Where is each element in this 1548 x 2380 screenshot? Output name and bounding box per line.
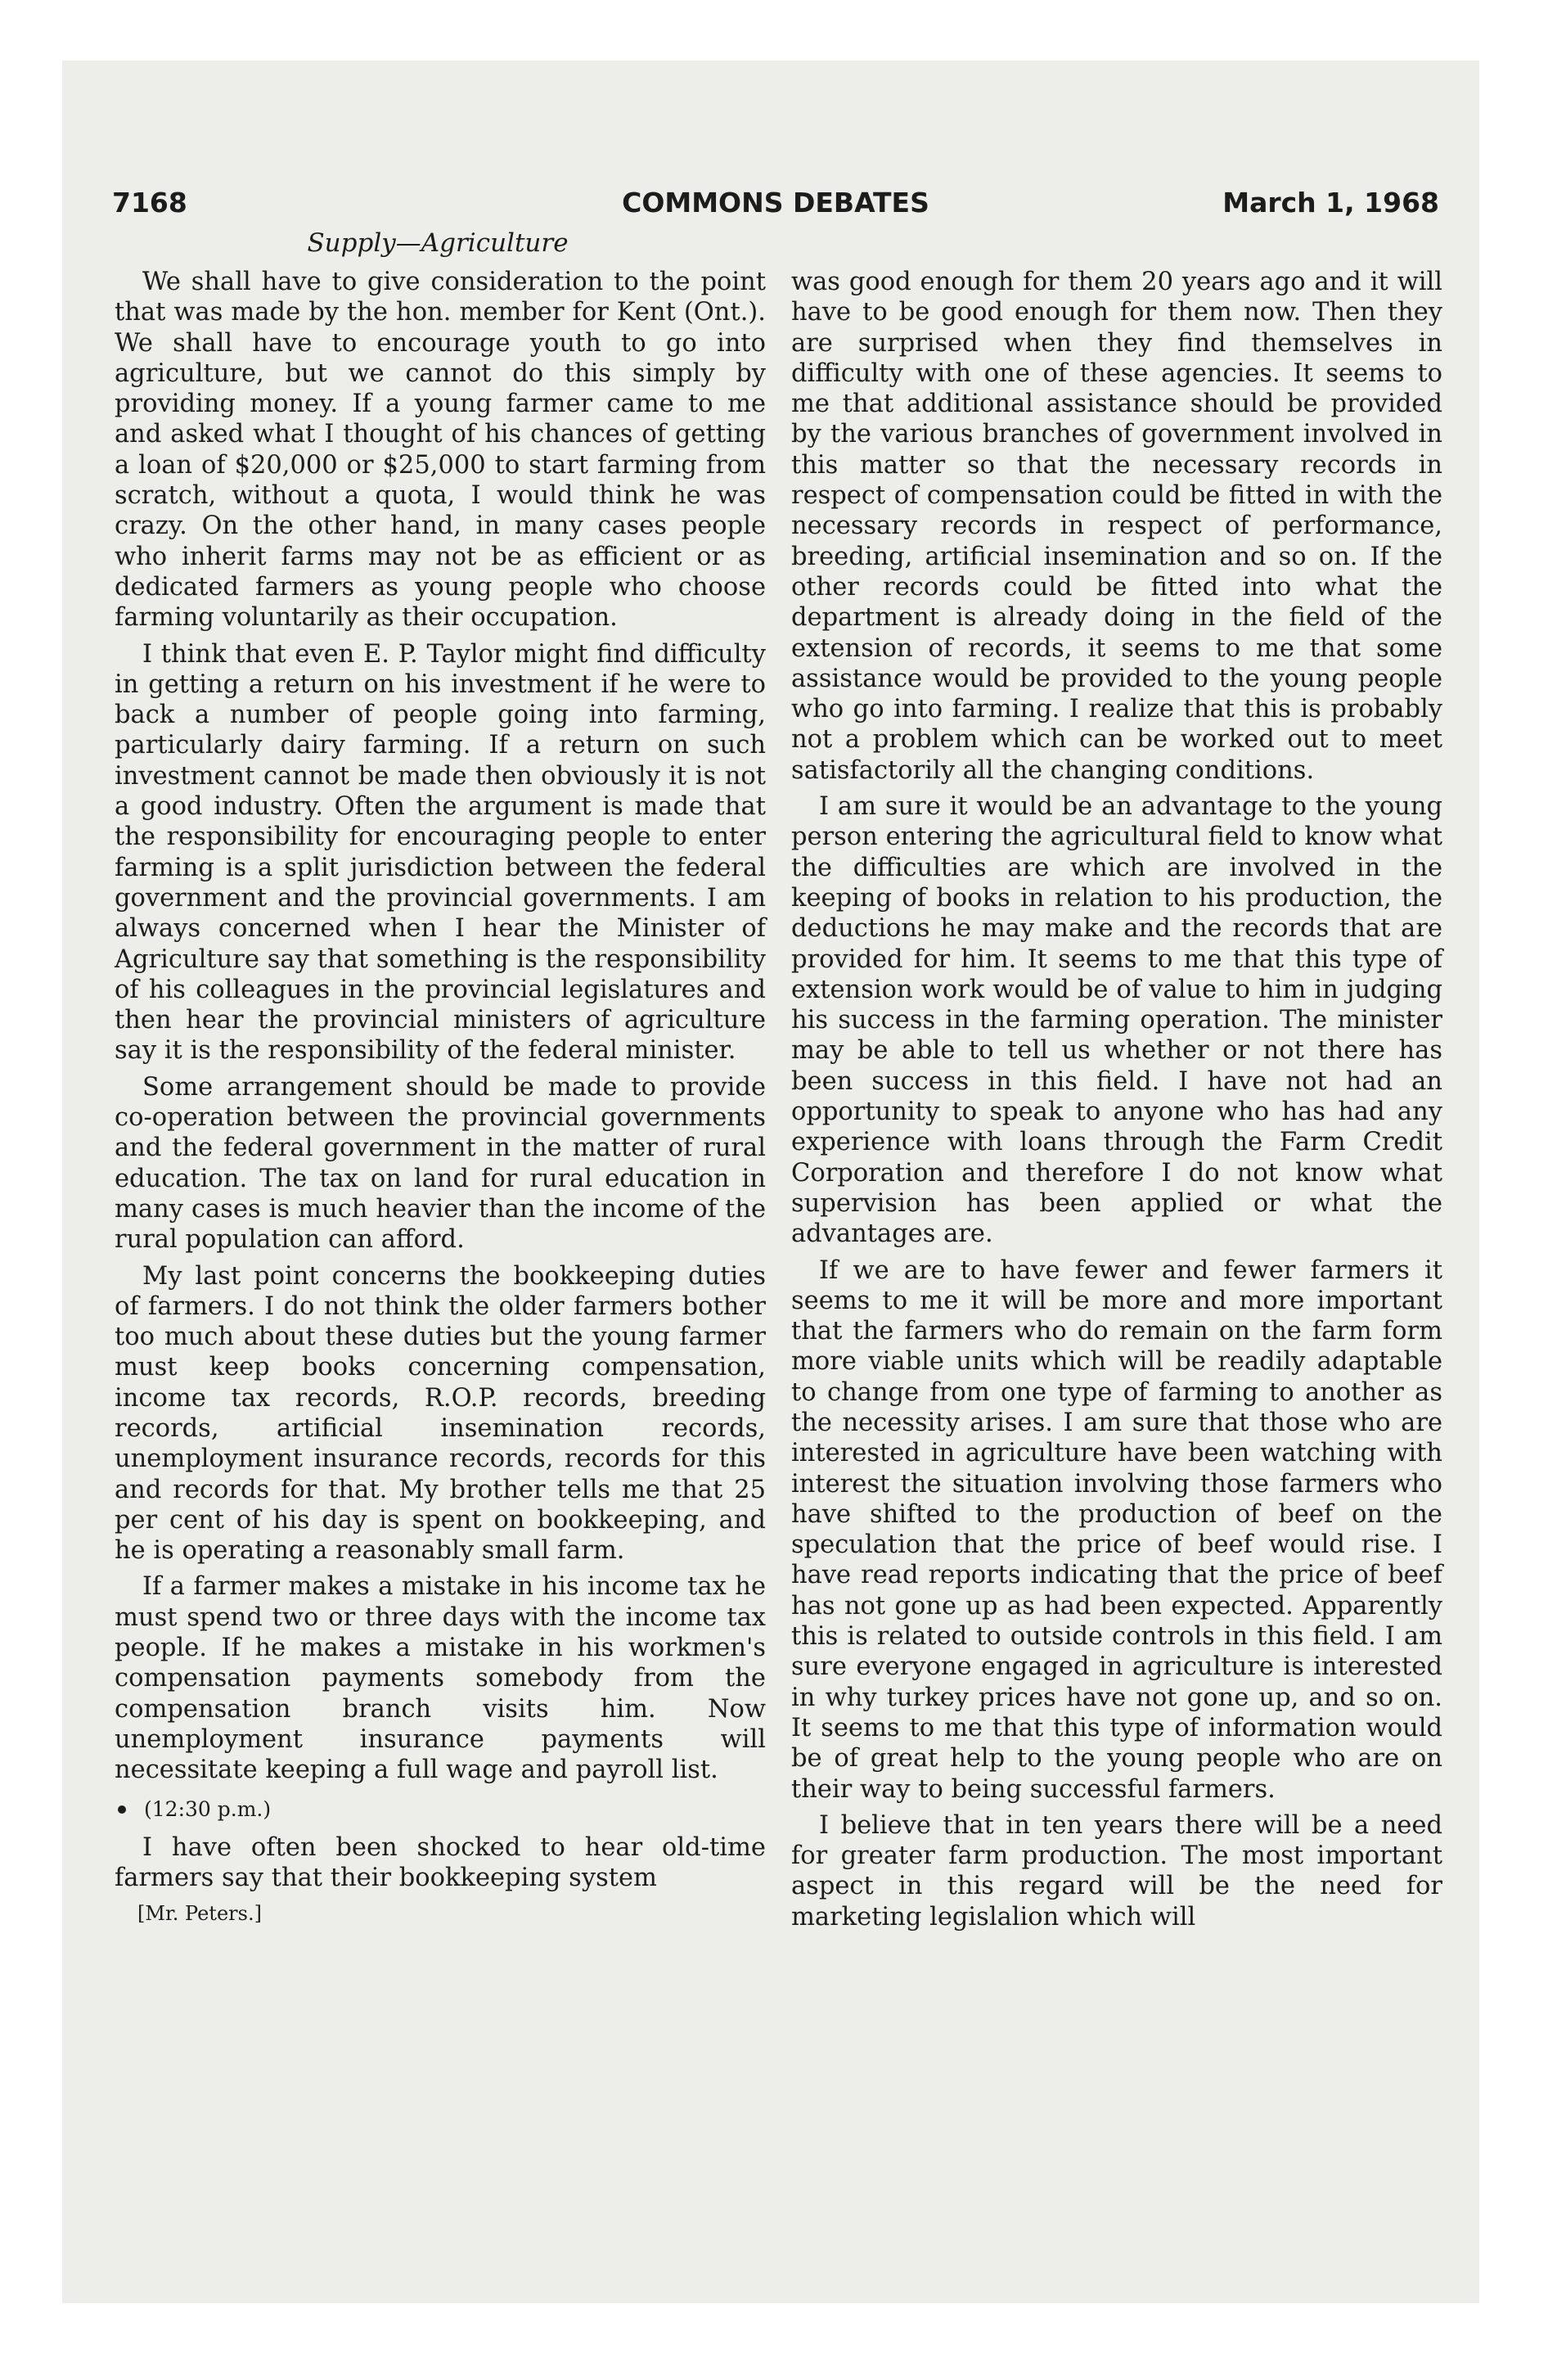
paragraph: was good enough for them 20 years ago and it will have to be good enough for them now. Then they are surprised when they find themselves in difficulty with one of these agencies. It seems to me that additional assistance should be provided by the various branches of government involved in this matter so that the necessary records in respect of compensation could be fitted in with the necessary records in respect of performance, breeding, artificial insemination and so on. If the other records could be fitted into what the department is already doing in the field of the extension of records, it seems to me that some assistance would be provided to the young people who go into farming. I realize that this is probably not a problem which can be worked out to meet satisfactorily all the changing conditions. [791, 268, 1442, 785]
issue-date: March 1, 1968 [1222, 187, 1439, 219]
paragraph: I am sure it would be an advantage to the young person entering the agricultural field to know what the difficulties are which are involved in the keeping of books in relation to his production, the deductions he may make and the records that are provided for him. It seems to me that this type of extension work would be of value to him in judging his success in the farming operation. The minister may be able to tell us whether or not there has been success in this field. I have not had an opportunity to speak to anyone who has had any experience with loans through the Farm Credit Corporation and therefore I do not know what supervision has been applied or what the advantages are. [791, 792, 1442, 1249]
bullet-icon [118, 1805, 126, 1814]
paragraph: If a farmer makes a mistake in his income tax he must spend two or three days with the income tax people. If he makes a mistake in his workmen's compensation payments somebody from the compensation branch visits him. Now unemployment insurance payments will necessitate keeping a full wage and payroll list. [115, 1572, 766, 1785]
page-header [112, 187, 1439, 226]
page-number: 7168 [112, 187, 187, 219]
time-stamp [115, 1794, 766, 1824]
section-heading: Supply—Agriculture [307, 228, 569, 258]
paragraph: I think that even E. P. Taylor might find difficulty in getting a return on his investment if he were to back a number of people going into farming, particularly dairy farming. If a return on such investment cannot be made then obviously it is not a good industry. Often the argument is made that the responsibility for encouraging people to enter farming is a split jurisdiction between the federal government and the provincial governments. I am always concerned when I hear the Minister of Agriculture say that something is the responsibility of his colleagues in the provincial legislatures and then hear the provincial ministers of agriculture say it is the responsibility of the federal minister. [115, 639, 766, 1066]
right-column [791, 267, 1442, 1938]
paragraph: I have often been shocked to hear old-time farmers say that their bookkeeping system [115, 1832, 766, 1892]
paragraph: My last point concerns the bookkeeping duties of farmers. I do not think the older farmers bother too much about these duties but the young farmer must keep books concerning compensation, income tax records, R.O.P. records, breeding records, artificial insemination records, unemployment insurance records, records for this and records for that. My brother tells me that 25 per cent of his day is spent on bookkeeping, and he is operating a reasonably small farm. [115, 1261, 766, 1566]
speaker-note: [Mr. Peters.] [137, 1902, 262, 1926]
left-column [115, 267, 766, 1927]
journal-title: COMMONS DEBATES [622, 187, 929, 219]
paragraph: I believe that in ten years there will be a need for greater farm production. The most important aspect in this regard will be the need for marketing legislalion which will [791, 1810, 1442, 1931]
paragraph: Some arrangement should be made to provide co-operation between the provincial governments and the federal government in the matter of rural education. The tax on land for rural education in many cases is much heavier than the income of the rural population can afford. [115, 1072, 766, 1255]
paragraph: If we are to have fewer and fewer farmers it seems to me it will be more and more important that the farmers who do remain on the farm form more viable units which will be readily adaptable to change from one type of farming to another as the necessity arises. I am sure that those who are interested in agriculture have been watching with interest the situation involving those farmers who have shifted to the production of beef on the speculation that the price of beef would rise. I have read reports indicating that the price of beef has not gone up as had been expected. Apparently this is related to outside controls in this field. I am sure everyone engaged in agriculture is interested in why turkey prices have not gone up, and so on. It seems to me that this type of information would be of great help to the young people who are on their way to being successful farmers. [791, 1255, 1442, 1804]
time-stamp-text: (12:30 p.m.) [144, 1796, 272, 1821]
paragraph: We shall have to give consideration to the point that was made by the hon. member for Kent (Ont.). We shall have to encourage youth to go into agriculture, but we cannot do this simply by providing money. If a young farmer came to me and asked what I thought of his chances of getting a loan of $20,000 or $25,000 to start farming from scratch, without a quota, I would think he was crazy. On the other hand, in many cases people who inherit farms may not be as efficient or as dedicated farmers as young people who choose farming voluntarily as their occupation. [115, 268, 766, 633]
